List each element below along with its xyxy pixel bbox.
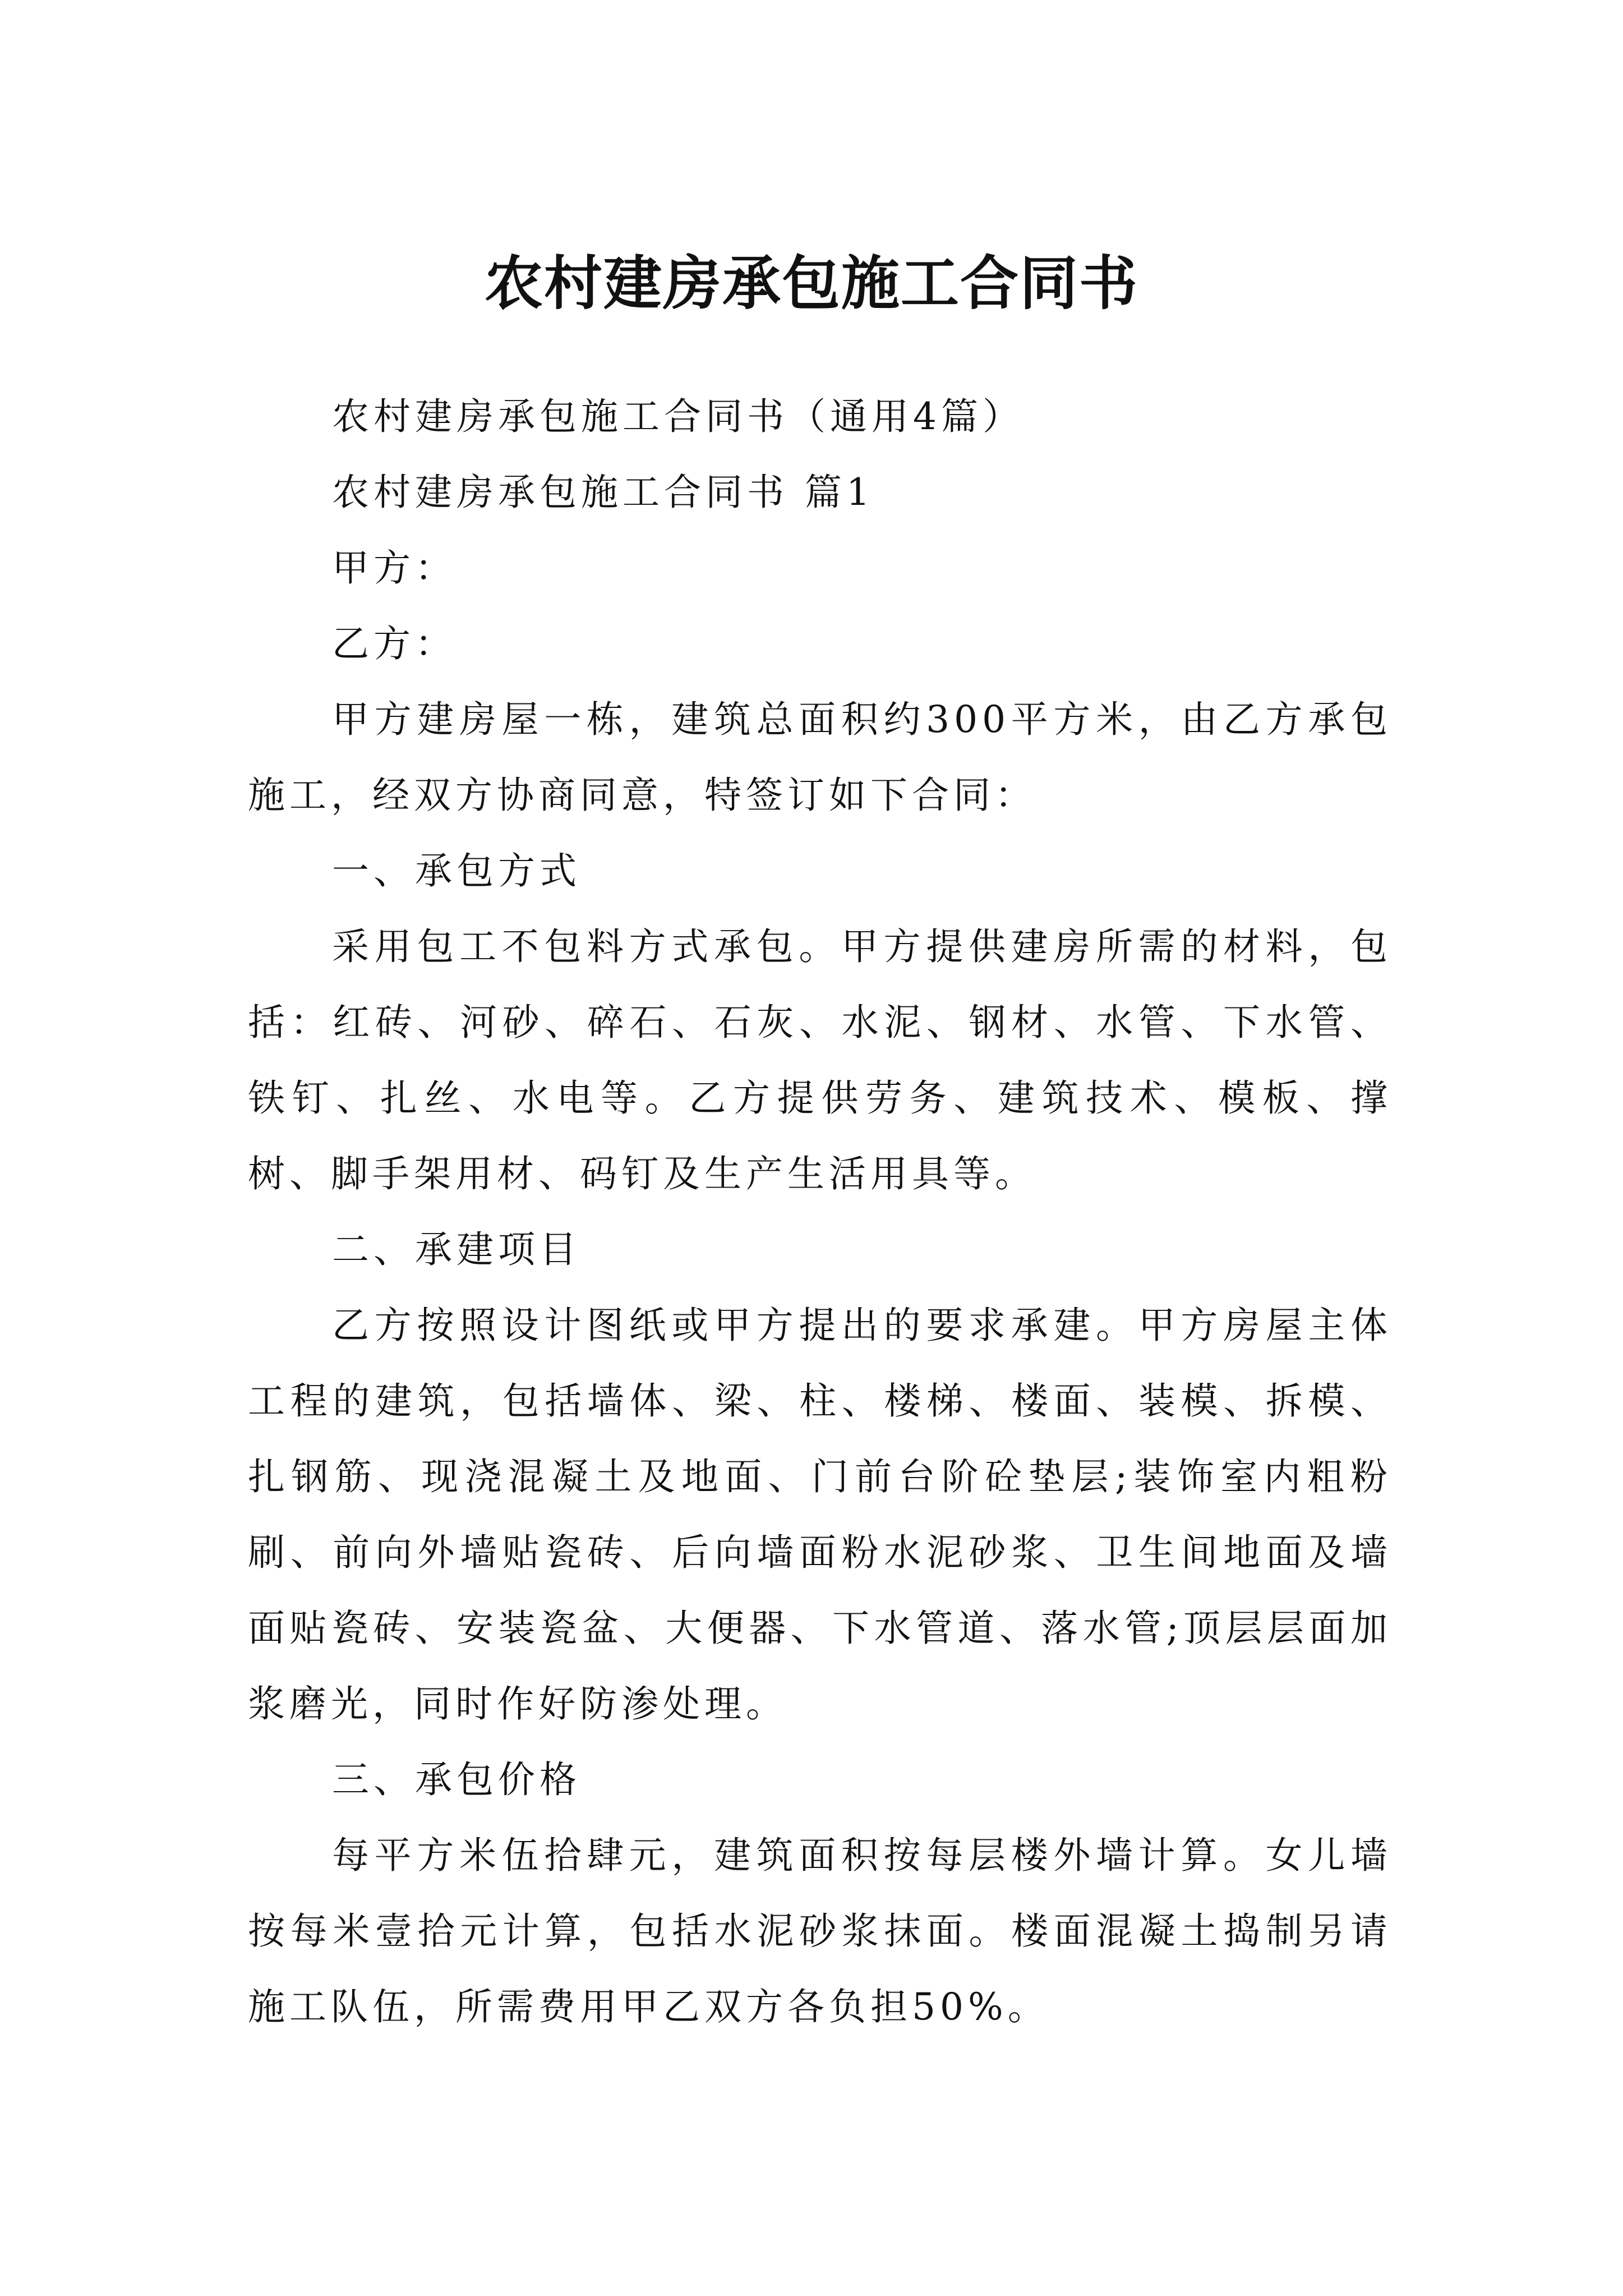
paragraph-intro: 甲方建房屋一栋，建筑总面积约300平方米，由乙方承包施工，经双方协商同意，特签订如下合同： [248, 698, 1392, 817]
paragraph-party-a: 甲方： [332, 546, 457, 590]
section-heading-project-items: 二、承建项目 [332, 1228, 581, 1271]
section-heading-contract-price: 三、承包价格 [332, 1758, 581, 1801]
paragraph-heading-part-1: 农村建房承包施工合同书 篇1 [332, 471, 874, 514]
document-body [248, 379, 1392, 2045]
paragraph-contract-price: 每平方米伍拾肆元，建筑面积按每层楼外墙计算。女儿墙按每米壹拾元计算，包括水泥砂浆抹面。楼面混凝土捣制另请施工队伍，所需费用甲乙双方各负担50%。 [248, 1834, 1392, 2028]
paragraph-project-items: 乙方按照设计图纸或甲方提出的要求承建。甲方房屋主体工程的建筑，包括墙体、梁、柱、楼梯、楼面、装模、拆模、扎钢筋、现浇混凝土及地面、门前台阶砼垫层;装饰室内粗粉刷、前向外墙贴瓷砖、后向墙面粉水泥砂浆、卫生间地面及墙面贴瓷砖、安装瓷盆、大便器、下水管道、落水管;顶层层面加浆磨光，同时作好防渗处理。 [248, 1304, 1392, 1726]
section-heading-contract-method: 一、承包方式 [332, 849, 581, 892]
document-title: 农村建房承包施工合同书 [484, 249, 1138, 318]
paragraph-heading-general: 农村建房承包施工合同书（通用4篇） [332, 395, 1024, 438]
paragraph-contract-method: 采用包工不包料方式承包。甲方提供建房所需的材料，包括：红砖、河砂、碎石、石灰、水泥、钢材、水管、下水管、铁钉、扎丝、水电等。乙方提供劳务、建筑技术、模板、撑树、脚手架用材、码钉及生产生活用具等。 [248, 925, 1392, 1195]
paragraph-party-b: 乙方： [332, 622, 457, 665]
